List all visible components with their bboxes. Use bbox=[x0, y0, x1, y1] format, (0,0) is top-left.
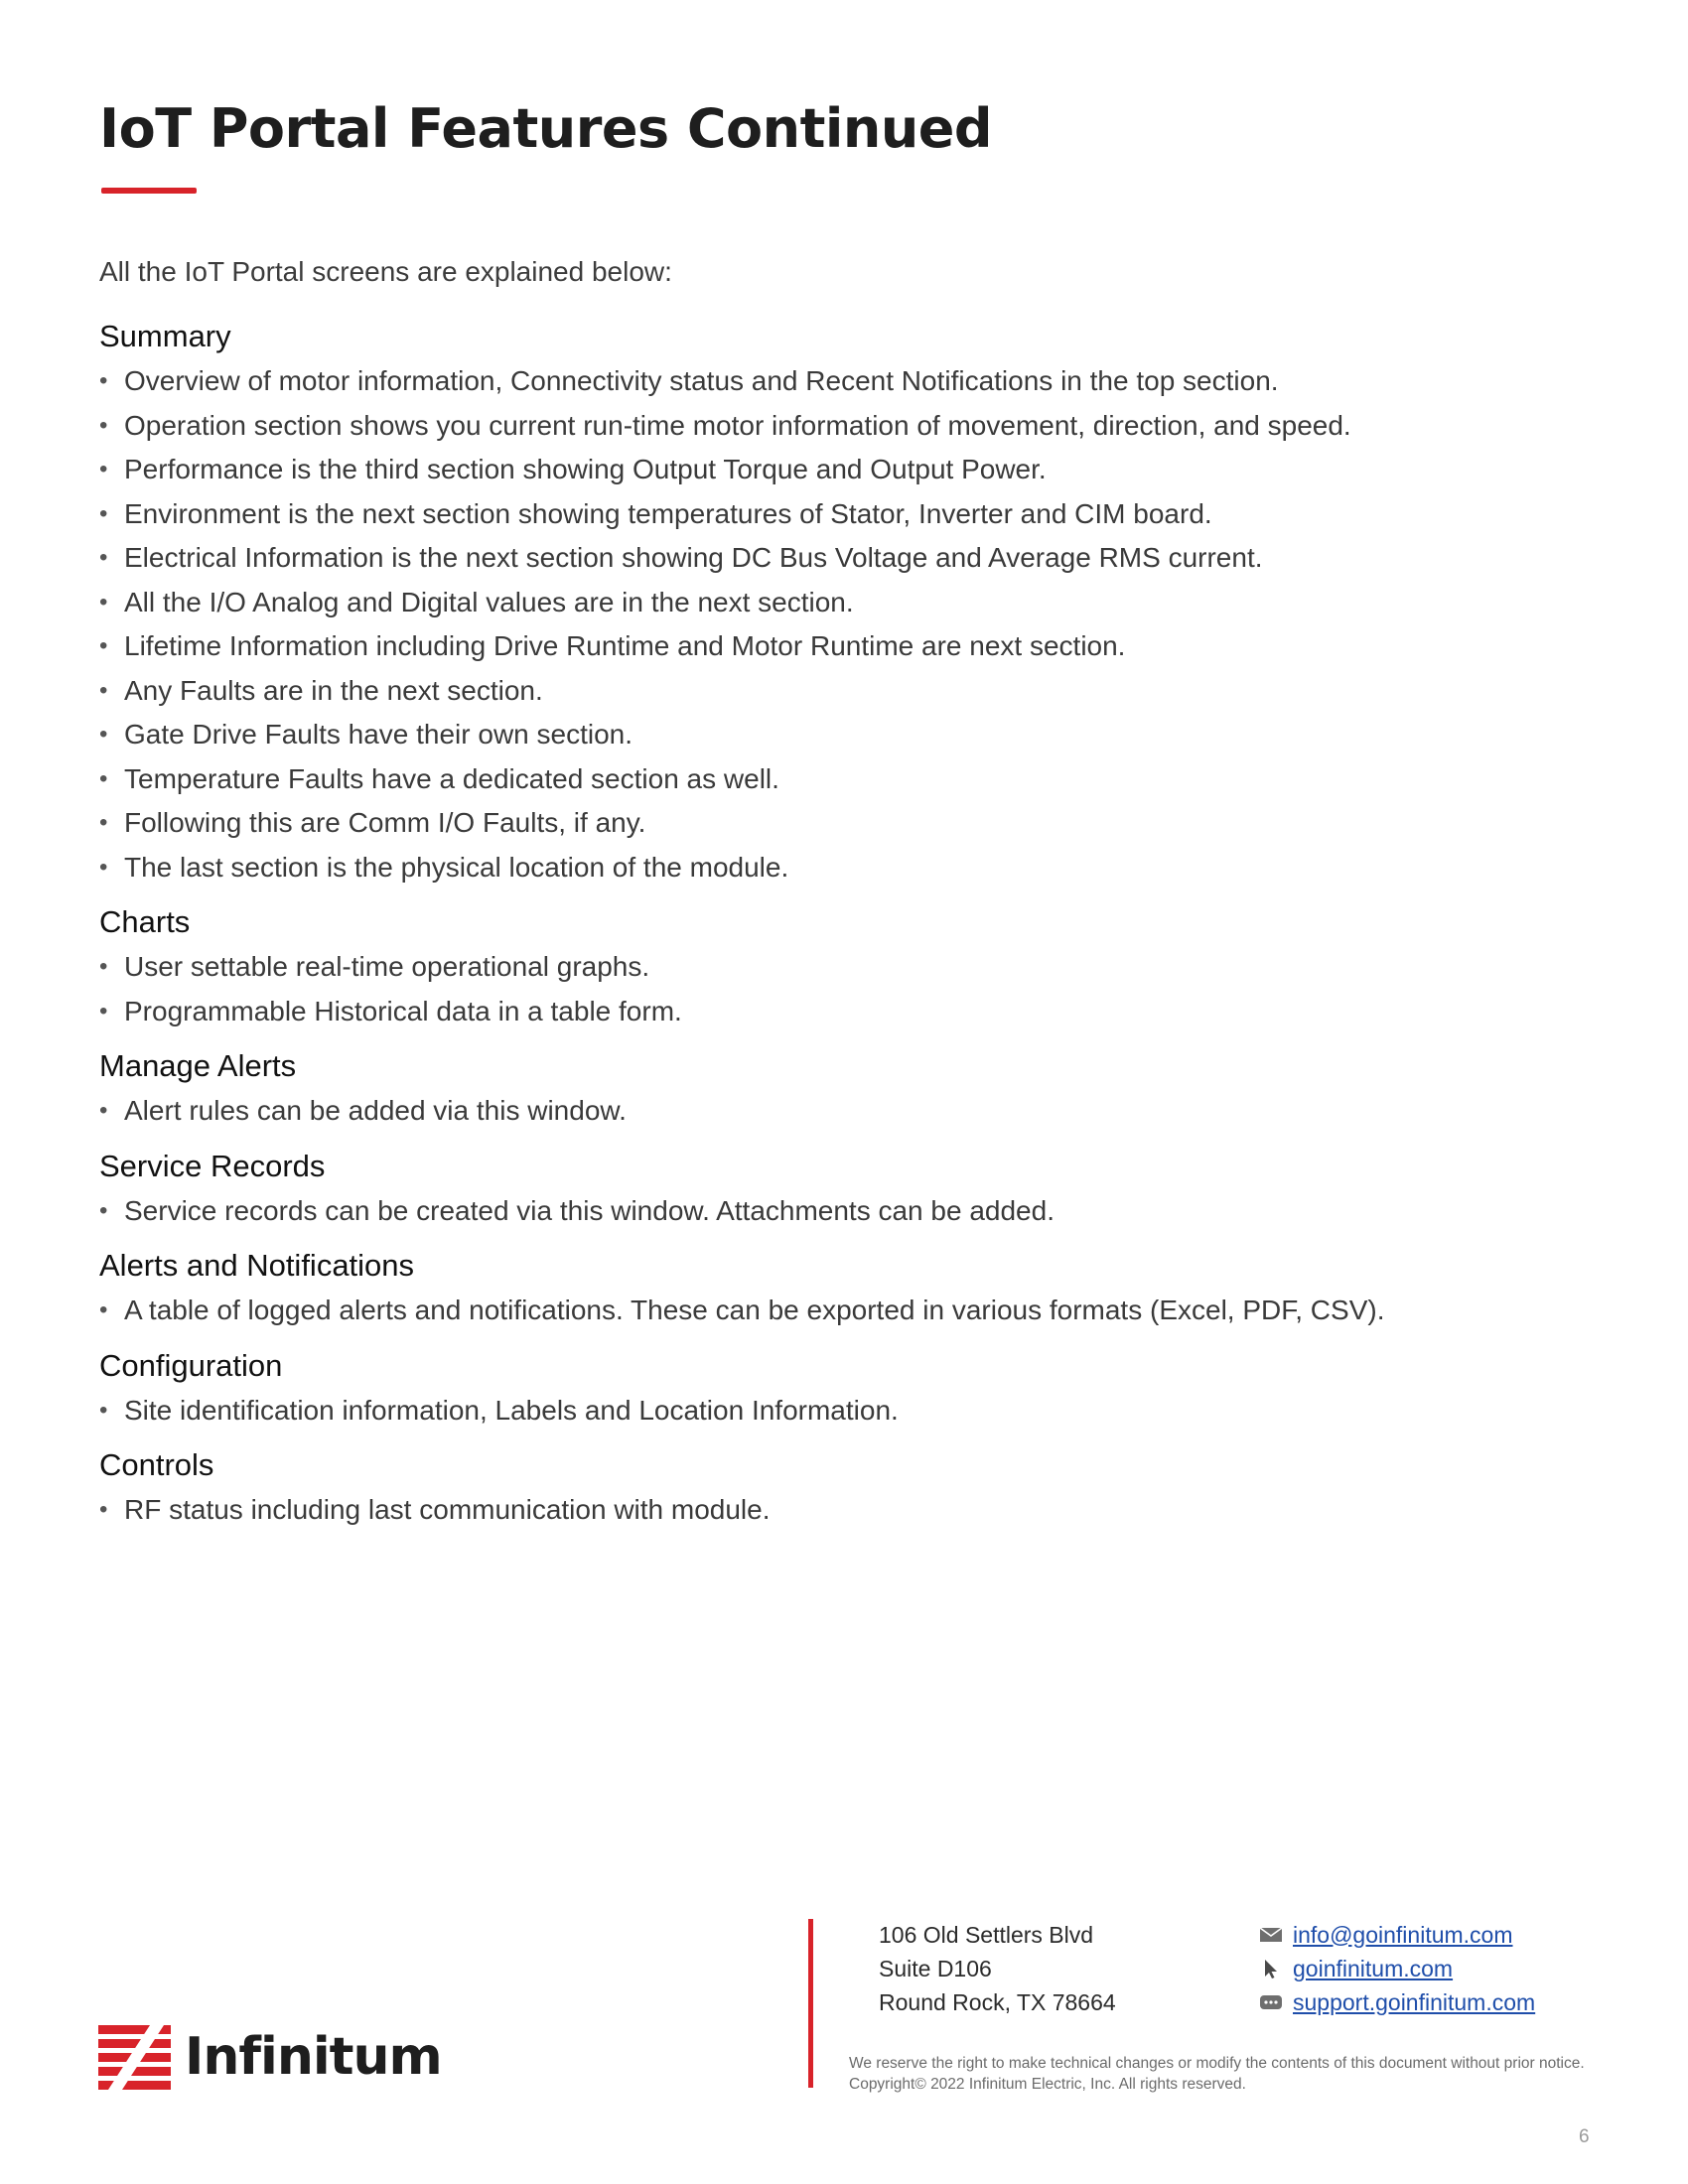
list-item bbox=[99, 448, 1589, 492]
email-row bbox=[1259, 1918, 1535, 1952]
title-underline bbox=[101, 188, 197, 194]
list-item bbox=[99, 581, 1589, 625]
bullet-list bbox=[99, 945, 1589, 1033]
list-item-text: Service records can be created via this window. Attachments can be added. bbox=[124, 1194, 1055, 1226]
feature-sections bbox=[99, 316, 1589, 1545]
email-link[interactable]: info@goinfinitum.com bbox=[1293, 1921, 1513, 1948]
section-configuration bbox=[99, 1345, 1589, 1433]
list-item bbox=[99, 1289, 1589, 1333]
list-item bbox=[99, 846, 1589, 890]
list-item bbox=[99, 1488, 1589, 1533]
bullet-icon: • bbox=[99, 411, 108, 439]
bullet-icon: • bbox=[99, 456, 108, 482]
list-item-text: Any Faults are in the next section. bbox=[124, 674, 543, 706]
bullet-icon: • bbox=[99, 953, 108, 980]
list-item bbox=[99, 359, 1589, 404]
section-heading: Controls bbox=[99, 1447, 214, 1482]
list-item bbox=[99, 990, 1589, 1034]
list-item-text: All the I/O Analog and Digital values are in the next section. bbox=[124, 586, 854, 617]
bullet-icon: • bbox=[99, 809, 108, 836]
bullet-icon: • bbox=[99, 1297, 108, 1323]
section-alerts-and-notifications bbox=[99, 1245, 1589, 1333]
page-number: 6 bbox=[1579, 2126, 1590, 2147]
infinitum-logo bbox=[98, 2025, 442, 2090]
list-item-text: Gate Drive Faults have their own section. bbox=[124, 719, 633, 750]
bullet-icon: • bbox=[99, 764, 108, 792]
list-item bbox=[99, 945, 1589, 990]
list-item bbox=[99, 1389, 1589, 1433]
list-item-text: Following this are Comm I/O Faults, if any. bbox=[124, 807, 646, 838]
list-item bbox=[99, 624, 1589, 669]
section-summary bbox=[99, 316, 1589, 889]
section-service-records bbox=[99, 1146, 1589, 1234]
bullet-list bbox=[99, 359, 1589, 889]
list-item bbox=[99, 404, 1589, 449]
bullet-list bbox=[99, 1389, 1589, 1433]
list-item-text: Alert rules can be added via this window. bbox=[124, 1095, 627, 1126]
list-item bbox=[99, 492, 1589, 537]
bullet-list bbox=[99, 1189, 1589, 1234]
section-charts bbox=[99, 901, 1589, 1033]
footer-divider bbox=[808, 1919, 813, 2088]
bullet-list bbox=[99, 1089, 1589, 1134]
bullet-icon: • bbox=[99, 676, 108, 704]
bullet-icon: • bbox=[99, 1097, 108, 1124]
bullet-icon: • bbox=[99, 721, 108, 748]
list-item bbox=[99, 1089, 1589, 1134]
bullet-icon: • bbox=[99, 499, 108, 527]
envelope-icon bbox=[1259, 1925, 1283, 1945]
list-item-text: The last section is the physical location of the module. bbox=[124, 851, 789, 883]
address-line: Round Rock, TX 78664 bbox=[879, 1989, 1116, 2015]
contact-links bbox=[1259, 1918, 1535, 2019]
list-item-text: A table of logged alerts and notifications. These can be exported in various formats (Excel, PDF, CSV). bbox=[124, 1295, 1385, 1325]
section-heading: Summary bbox=[99, 319, 231, 353]
website-row bbox=[1259, 1952, 1535, 1985]
intro-text: All the IoT Portal screens are explained below: bbox=[99, 256, 672, 287]
list-item bbox=[99, 669, 1589, 714]
list-item-text: Lifetime Information including Drive Runtime and Motor Runtime are next section. bbox=[124, 630, 1126, 661]
logo-wordmark: Infinitum bbox=[185, 2027, 442, 2087]
section-manage-alerts bbox=[99, 1045, 1589, 1134]
list-item-text: Operation section shows you current run-time motor information of movement, direction, and speed. bbox=[124, 409, 1351, 441]
list-item bbox=[99, 757, 1589, 802]
bullet-icon: • bbox=[99, 588, 108, 615]
list-item-text: User settable real-time operational graphs. bbox=[124, 951, 650, 982]
list-item-text: Environment is the next section showing temperatures of Stator, Inverter and CIM board. bbox=[124, 497, 1212, 529]
cursor-icon bbox=[1259, 1959, 1283, 1979]
section-heading: Alerts and Notifications bbox=[99, 1248, 415, 1283]
bullet-icon: • bbox=[99, 632, 108, 659]
bullet-icon: • bbox=[99, 1196, 108, 1224]
bullet-icon: • bbox=[99, 1496, 108, 1523]
copyright-disclaimer: We reserve the right to make technical changes or modify the contents of this document without prior notice. Copyright© 2022 Infinitum Electric, Inc. All rights reserved. bbox=[849, 2055, 1585, 2093]
list-item bbox=[99, 713, 1589, 757]
section-heading: Charts bbox=[99, 904, 191, 939]
bullet-icon: • bbox=[99, 367, 108, 394]
list-item bbox=[99, 1189, 1589, 1234]
list-item-text: Electrical Information is the next section showing DC Bus Voltage and Average RMS current. bbox=[124, 542, 1263, 573]
bullet-list bbox=[99, 1488, 1589, 1533]
list-item bbox=[99, 536, 1589, 581]
list-item bbox=[99, 801, 1589, 846]
page-title: IoT Portal Features Continued bbox=[99, 97, 993, 160]
list-item-text: Temperature Faults have a dedicated section as well. bbox=[124, 762, 779, 794]
bullet-icon: • bbox=[99, 544, 108, 571]
support-row bbox=[1259, 1985, 1535, 2019]
logo-mark-icon bbox=[98, 2025, 171, 2090]
section-heading: Service Records bbox=[99, 1148, 326, 1183]
section-heading: Manage Alerts bbox=[99, 1048, 297, 1083]
section-heading: Configuration bbox=[99, 1347, 283, 1383]
bullet-icon: • bbox=[99, 1396, 108, 1424]
address-line: Suite D106 bbox=[879, 1956, 992, 1981]
bullet-list bbox=[99, 1289, 1589, 1333]
address-block bbox=[879, 1918, 1116, 2019]
address-line: 106 Old Settlers Blvd bbox=[879, 1922, 1094, 1948]
website-link[interactable]: goinfinitum.com bbox=[1293, 1955, 1454, 1981]
support-link[interactable]: support.goinfinitum.com bbox=[1293, 1988, 1536, 2015]
list-item-text: Performance is the third section showing Output Torque and Output Power. bbox=[124, 454, 1047, 484]
section-controls bbox=[99, 1444, 1589, 1533]
list-item-text: Programmable Historical data in a table form. bbox=[124, 995, 682, 1026]
list-item-text: Site identification information, Labels and Location Information. bbox=[124, 1394, 899, 1426]
list-item-text: RF status including last communication with module. bbox=[124, 1494, 771, 1525]
chat-icon bbox=[1259, 1992, 1283, 2012]
bullet-icon: • bbox=[99, 853, 108, 881]
bullet-icon: • bbox=[99, 997, 108, 1024]
list-item-text: Overview of motor information, Connectivity status and Recent Notifications in the top section. bbox=[124, 365, 1279, 396]
